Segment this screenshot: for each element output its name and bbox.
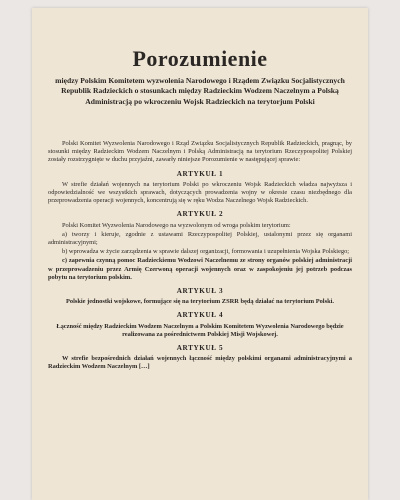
preamble: Polski Komitet Wyzwolenia Narodowego i Rząd Związku Socjalistycznych Republik Radzieckich, pragnąc, by stosunki między Radzieckim Wodzem Naczelnym i Polską Administracją na terytorium Rzeczypospolitej Polskiej zostały rozstrzygnięte w duchu przyjaźni, zawarły niniejsze Porozumienie w następującej sprawie: bbox=[48, 140, 352, 164]
article-5-text: W strefie bezpośrednich działań wojennych łączność między polskimi organami administracyjnymi a Radzieckim Wodzem Naczelnym […] bbox=[48, 355, 352, 371]
article-4-text: Łączność między Radzieckim Wodzem Naczelnym a Polskim Komitetem Wyzwolenia Narodowego będzie realizowana za pośrednictwem Polskiej Misji Wojskowej. bbox=[56, 322, 344, 338]
document-title: Porozumienie bbox=[132, 46, 268, 71]
article-2-point-c: c) zapewnia czynną pomoc Radzieckiemu Wodzowi Naczelnemu ze strony organów polskiej administracji w przeprowadzeniu przez Armię Czerwoną operacji wojennych oraz w zaspokojeniu jej potrzeb podczas pobytu na terytorium polskim. bbox=[48, 257, 352, 281]
document-subtitle: między Polskim Komitetem wyzwolenia Narodowego i Rządem Związku Socjalistycznych Republik Radzieckich o stosunkach między Radzieckim Wodzem Naczelnym a Polską Administracją po wkroczeniu Wojsk Radzieckich na terytorjum Polski bbox=[55, 76, 345, 106]
document-body bbox=[48, 140, 352, 376]
article-4-heading: ARTYKUŁ 4 bbox=[176, 311, 224, 320]
article-2-point-b: b) wprowadza w życie zarządzenia w sprawie dalszej organizacji, formowania i uzupełnienia Wojska Polskiego; bbox=[62, 248, 350, 256]
article-3-heading: ARTYKUŁ 3 bbox=[176, 287, 224, 296]
article-2-intro: Polski Komitet Wyzwolenia Narodowego na wyzwolonym od wroga polskim terytorium: bbox=[62, 221, 291, 229]
article-5-heading: ARTYKUŁ 5 bbox=[176, 344, 224, 353]
article-1-text: W strefie działań wojennych na terytorium Polski po wkroczeniu Wojsk Radzieckich władza najwyższa i odpowiedzialność we wszystkich sprawach, dotyczących prowadzenia wojny w okresie czasu niezbędnego dla przeprowadzenia operacji wojennych, koncentrują się w ręku Wodza Naczelnego Wojsk Radzieckich. bbox=[48, 180, 352, 205]
article-2-heading: ARTYKUŁ 2 bbox=[176, 210, 224, 219]
article-1-heading: ARTYKUŁ 1 bbox=[176, 169, 224, 178]
document-sheet bbox=[32, 8, 368, 500]
article-2-point-a: a) tworzy i kieruje, zgodnie z ustawami Rzeczypospolitej Polskiej, ustalonymi przez się organami administracyjnymi; bbox=[48, 230, 352, 247]
article-3-text: Polskie jednostki wojskowe, formujące się na terytorium ZSRR będą działać na terytorium Polski. bbox=[65, 298, 335, 306]
